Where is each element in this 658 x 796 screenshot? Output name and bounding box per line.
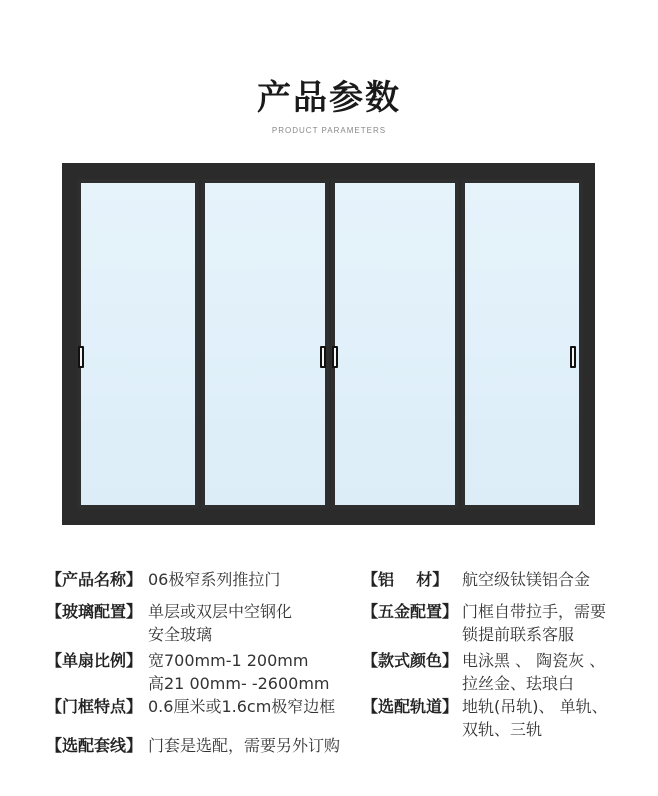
door-panel-1: [77, 179, 199, 509]
spec-label: 【选配套线】: [46, 736, 143, 755]
door-handle-center-right: [332, 346, 338, 368]
spec-value: 航空级钛镁铝合金: [462, 570, 591, 589]
spec-label: 【玻璃配置】: [46, 602, 143, 621]
door-handle-right: [570, 346, 576, 368]
spec-value: 电泳黑 、 陶瓷灰 、 拉丝金、珐琅白: [462, 651, 606, 693]
page-title: 产品参数: [257, 78, 401, 118]
door-panel-4: [461, 179, 583, 509]
spec-value: 宽700mm-1 200mm 高21 00mm- -2600mm: [148, 651, 330, 693]
page-subtitle: PRODUCT PARAMETERS: [271, 126, 387, 135]
spec-value: 门套是选配，需要另外订购: [148, 736, 341, 755]
spec-value: 地轨(吊轨)、 单轨、 双轨、三轨: [462, 697, 608, 739]
door-handle-center-left: [320, 346, 326, 368]
spec-label: 【五金配置】: [362, 602, 459, 621]
door-panel-3: [331, 179, 459, 509]
spec-value: 门框自带拉手，需要 锁提前联系客服: [462, 602, 607, 644]
spec-value: 06极窄系列推拉门: [148, 570, 281, 589]
spec-label: 【产品名称】: [46, 570, 143, 589]
sliding-door-image: [62, 163, 595, 525]
door-frame: [71, 172, 586, 516]
door-panel-2: [201, 179, 329, 509]
spec-label: 【单扇比例】: [46, 651, 143, 670]
spec-label: 【款式颜色】: [362, 651, 459, 670]
door-handle-left: [78, 346, 84, 368]
spec-value: 单层或双层中空钢化 安全玻璃: [148, 602, 293, 644]
spec-value: 0.6厘米或1.6cm极窄边框: [148, 697, 336, 716]
spec-label: 【门框特点】: [46, 697, 143, 716]
spec-label: 【选配轨道】: [362, 697, 459, 716]
spec-label: 【铝 材】: [362, 570, 449, 589]
